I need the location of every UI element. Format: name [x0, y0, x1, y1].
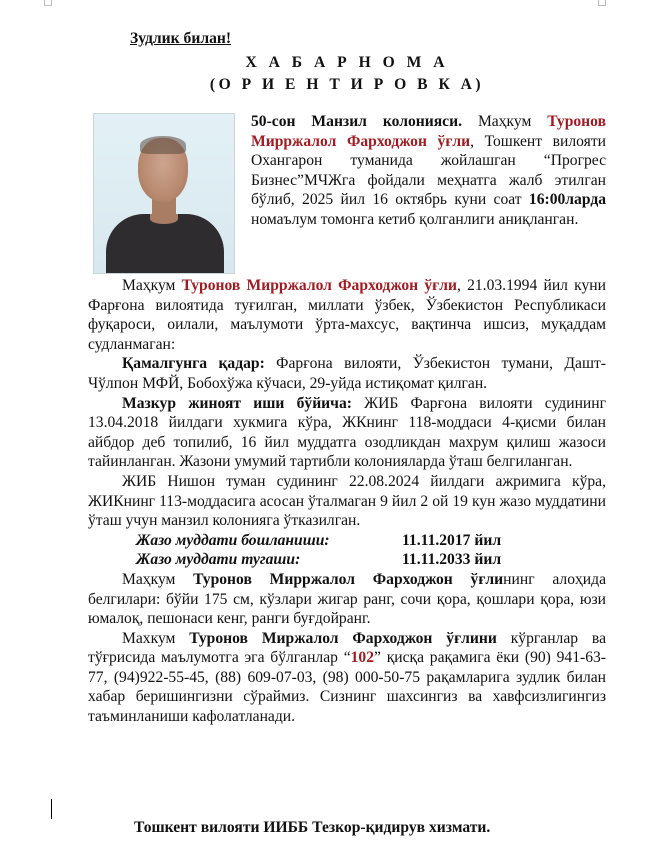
photo-collar [150, 214, 178, 224]
features-text: нинг алоҳида белгилари: бўйи 175 см, кўзлари жигар ранг, сочи қора, қошлари қора, юзи юмалоқ, пешонаси кенг, ранги буғдойранг. [88, 570, 607, 628]
case-text: ЖИБ Фарғона вилояти судининг 13.04.2018 йилдаги хукмига кўра, ЖКнинг 118-моддаси 4-қисми билан айбдор деб топилиб, 16 йил муддатга озодликдан махрум қилиш жазоси тайинланган. Жазони умумий тартибли колонияларда ўташ белгиланган. [88, 394, 606, 471]
arrest-text: Фарғона вилояти, Ўзбекистон тумани, Дашт-Чўлпон МФЙ, Бобохўжа кўчаси, 29-уйда истиқомат қилган. [88, 355, 606, 392]
escape-time: 16:00ларда [528, 191, 606, 209]
text-cursor [51, 799, 52, 819]
footer-signature: Тошкент вилояти ИИББ Тезкор-қидирув хизмати. [134, 819, 491, 836]
bio-prefix: Маҳкум [122, 277, 182, 294]
intro-text-1: , Тошкент вилояти Охангарон туманида жойлашган “Прогрес Бизнес”МЧЖга фойдали меҳнатга жалб этилган бўлиб, 2025 йил 16 октябрь куни соат [251, 132, 606, 209]
term-start-value: 11.11.2017 йил [402, 531, 502, 549]
term-end-label: Жазо муддати тугаши: [136, 551, 301, 569]
bio-paragraph [88, 276, 606, 354]
case-label: Мазкур жиноят иши бўйича: [122, 394, 352, 412]
intro-text-2: номаълум томонга кетиб қолганлиги аниқланган. [251, 210, 579, 228]
term-end-row [88, 550, 606, 570]
features-prefix: Маҳкум [122, 570, 194, 588]
intro-section [88, 112, 606, 276]
appeal-paragraph [88, 629, 606, 727]
bio-name: Туронов Мирржалол Фарходжон ўғли [181, 277, 457, 294]
bio-text: , 21.03.1994 йил куни Фарғона вилоятида туғилган, миллати ўзбек, Ўзбекистон Республикаси фуқароси, оилали, маълумоти ўрта-махсус, вақтинча ишсиз, муқаддам судланмаган: [88, 277, 606, 353]
appeal-name: Туронов Миржалол Фарходжон ўғлини [189, 629, 497, 647]
corner-marker-right [598, 0, 606, 6]
term-start-row [88, 531, 606, 551]
photo-hair [140, 136, 186, 154]
features-paragraph [88, 570, 606, 629]
appeal-prefix: Махкум [122, 629, 190, 647]
suspect-photo [93, 113, 235, 274]
document-title: Х А Б А Р Н О М А [245, 54, 449, 71]
arrest-label: Қамалгунга қадар: [122, 355, 265, 373]
case-paragraph [88, 394, 606, 472]
term-start-label: Жазо муддати бошланиши: [136, 531, 330, 549]
appeal-text-2: ” қисқа рақамига ёки (90) 941-63-77, (94)922-55-45, (88) 609-07-03, (98) 000-50-75 рақамларига зудлик билан хабар беришингизни сўраймиз. Сизнинг шахсингиз ва хавфсизлигингиз таъминланиши кафолатланади. [88, 649, 606, 726]
convict-name: Туронов Мирржалол Фарходжон ўғли [251, 113, 606, 150]
corner-marker-left [44, 0, 52, 6]
term-end-value: 11.11.2033 йил [402, 551, 502, 569]
arrest-paragraph [88, 354, 606, 393]
appeal-text-1: кўрганлар ва тўғрисида маълумотга эга бўлганлар “ [88, 629, 606, 667]
colony-name: 50-сон Манзил колонияси. [251, 113, 462, 130]
features-name: Туронов Мирржалол Фарходжон ўғли [193, 570, 504, 588]
intro-prefix: Маҳкум [462, 113, 532, 130]
urgent-heading: Зудлик билан! [130, 30, 232, 47]
short-phone-number: 102 [350, 649, 375, 667]
transfer-paragraph: ЖИБ Нишон туман судининг 22.08.2024 йилдаги ажримига кўра, ЖИКнинг 113-моддасига асосан ўталмаган 9 йил 2 ой 19 кун жазо муддатини ўташ учун манзил колонияга ўтказилган. [88, 472, 606, 530]
document-subtitle: (О Р И Е Н Т И Р О В К А) [209, 76, 485, 93]
document-page [88, 28, 606, 727]
